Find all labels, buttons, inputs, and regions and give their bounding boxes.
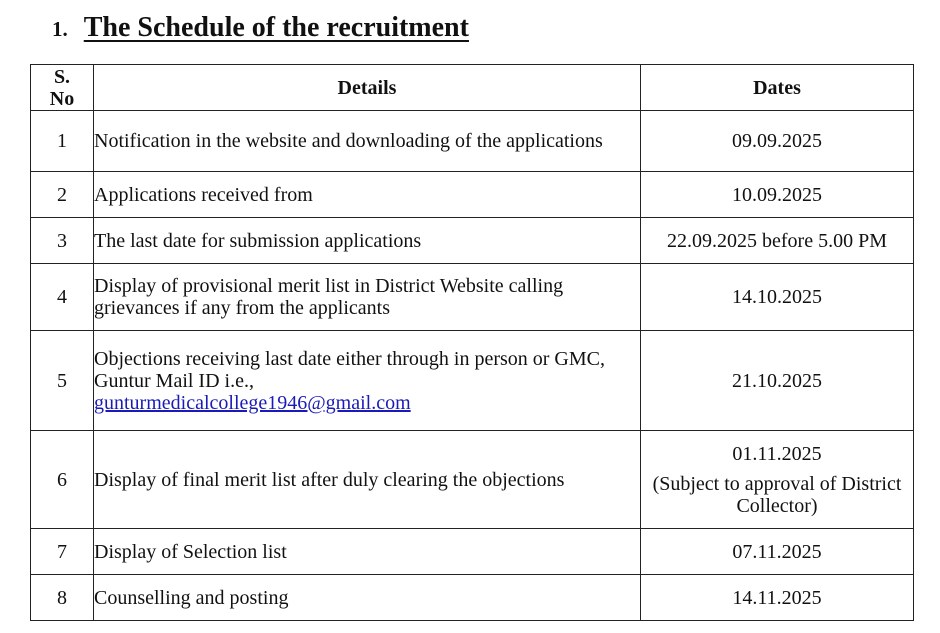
section-heading xyxy=(52,12,469,46)
row-details-cell xyxy=(94,331,641,431)
row-sno: 6 xyxy=(31,431,94,529)
section-number: 1. xyxy=(52,17,68,41)
row-details: Notification in the website and downloading of the applications xyxy=(94,111,641,172)
row-sno: 2 xyxy=(31,172,94,218)
row-date: 01.11.2025 xyxy=(732,442,822,465)
table-row xyxy=(31,529,914,575)
row-sno: 7 xyxy=(31,529,94,575)
table-row xyxy=(31,172,914,218)
row-date: 07.11.2025 xyxy=(641,529,914,575)
table-row xyxy=(31,111,914,172)
table-header-row xyxy=(31,65,914,111)
header-sno xyxy=(31,65,94,111)
row-date-cell xyxy=(641,431,914,529)
table-row xyxy=(31,264,914,331)
table-row xyxy=(31,575,914,621)
row-sno: 8 xyxy=(31,575,94,621)
row-date-note: (Subject to approval of District Collector) xyxy=(652,472,902,517)
header-dates: Dates xyxy=(641,65,914,111)
schedule-table xyxy=(30,64,914,621)
section-title: The Schedule of the recruitment xyxy=(83,12,469,43)
table-row xyxy=(31,331,914,431)
row-sno: 1 xyxy=(31,111,94,172)
table-row xyxy=(31,431,914,529)
row-date: 14.10.2025 xyxy=(641,264,914,331)
row-details: Display of provisional merit list in District Website calling grievances if any from the applicants xyxy=(94,264,641,331)
row-sno: 3 xyxy=(31,218,94,264)
row-date: 22.09.2025 before 5.00 PM xyxy=(641,218,914,264)
header-sno-line1: S. xyxy=(53,65,71,88)
email-link[interactable]: gunturmedicalcollege1946@gmail.com xyxy=(94,391,411,414)
row-details: Objections receiving last date either through in person or GMC, Guntur Mail ID i.e., xyxy=(94,347,605,392)
row-details: The last date for submission applications xyxy=(94,218,641,264)
row-date: 14.11.2025 xyxy=(641,575,914,621)
row-details: Counselling and posting xyxy=(94,575,641,621)
row-date: 09.09.2025 xyxy=(641,111,914,172)
row-sno: 5 xyxy=(31,331,94,431)
row-details: Display of Selection list xyxy=(94,529,641,575)
row-sno: 4 xyxy=(31,264,94,331)
row-date: 21.10.2025 xyxy=(641,331,914,431)
row-details: Applications received from xyxy=(94,172,641,218)
header-sno-line2: No xyxy=(49,87,75,110)
table-row xyxy=(31,218,914,264)
row-date: 10.09.2025 xyxy=(641,172,914,218)
header-details: Details xyxy=(94,65,641,111)
row-details: Display of final merit list after duly clearing the objections xyxy=(94,431,641,529)
